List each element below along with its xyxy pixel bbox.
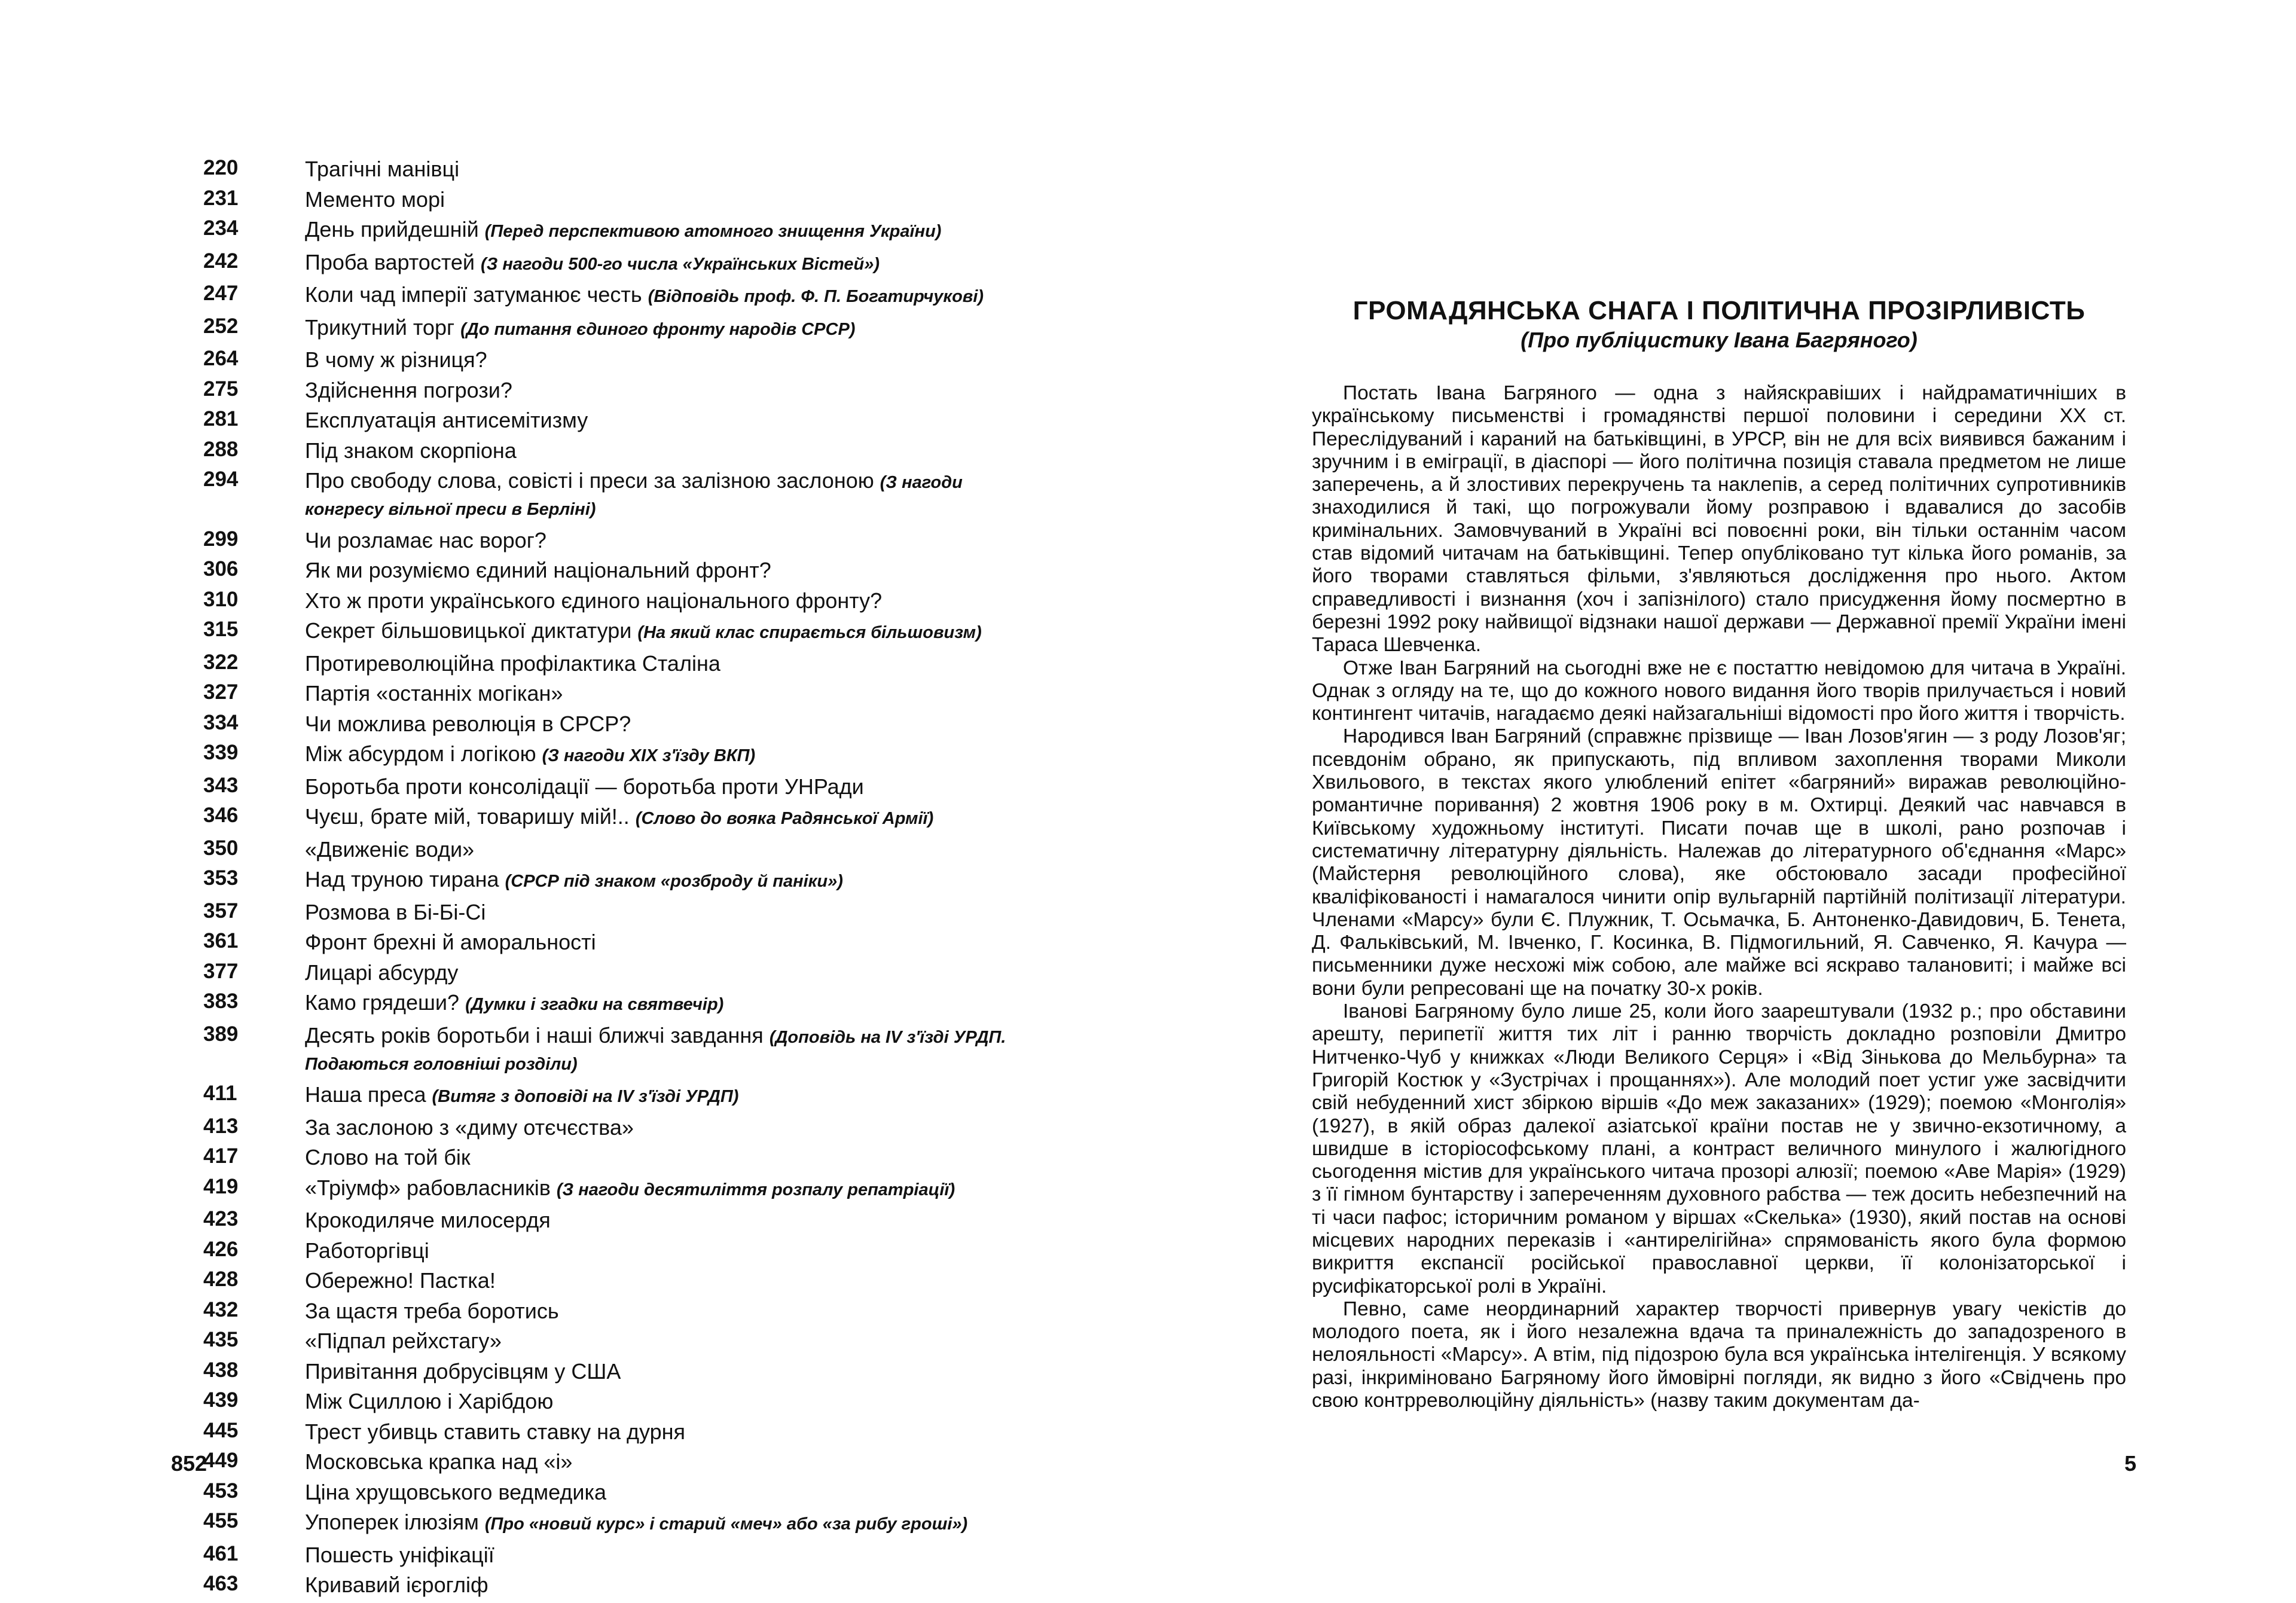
toc-entry: [305, 712, 1022, 736]
toc-entry: [305, 1419, 1022, 1444]
toc-row: [203, 282, 1022, 309]
toc-page-number: 242: [203, 249, 239, 273]
article-paragraph: Народився Іван Багряний (справжнє прізвище — Іван Лозов'ягин — з роду Лозов'яг; псевдонім обрано, як припускають, під впливом захоплення творами Миколи Хвильового, в текстах якого улюблений епітет «багряний» виражав революційно-романтичне поривання) 2 жовтня 1906 року в м. Охтирці. Деякий час навчався в Київському художньому інституті. Писати почав ще в школі, рано розпочав і систематичну літературну діяльність. Належав до літературного об'єднання «Марс» (Майстерня революційного слова), яке обстоювало засади професійної кваліфікованості і намагалося чинити опір вульгарній партійній політизації літератури. Членами «Марсу» були Є. Плужник, Т. Осьмачка, Б. Антоненко-Давидович, Б. Тенета, Д. Фальківський, М. Івченко, Г. Косинка, В. Підмогильний, Я. Савченко, Я. Качура — письменники дуже несхожі між собою, але майже всі яскраво талановиті; і майже всі вони були репресовані ще на початку 30-х років.: [1312, 725, 2126, 1000]
toc-entry-subtitle: (На який клас спирається більшовизм): [637, 623, 982, 642]
toc-entry-title: Слово на той бік: [305, 1145, 471, 1170]
toc-row: [203, 217, 1022, 244]
toc-entry-subtitle: (З нагоди 500-го числа «Українських Вістей»): [481, 254, 880, 274]
toc-entry-title: Експлуатація антисемітизму: [305, 408, 588, 432]
toc-page-number: 413: [203, 1114, 239, 1138]
toc-entry: [305, 1238, 1022, 1263]
toc-entry-title: Привітання добрусівцям у США: [305, 1358, 621, 1384]
toc-row: [203, 315, 1022, 342]
toc-entry: [305, 1389, 1022, 1413]
toc-entry-title: Обережно! Пастка!: [305, 1268, 496, 1293]
toc-entry-subtitle: (Перед перспективою атомного знищення України): [484, 222, 942, 241]
toc-entry: [305, 960, 1022, 985]
toc-entry: [305, 438, 1022, 463]
toc-entry-title: «Підпал рейхстагу»: [305, 1329, 502, 1353]
toc-entry: [305, 681, 1022, 706]
toc-page-number: 453: [203, 1479, 239, 1503]
toc-page-number: 327: [203, 680, 239, 704]
toc-page-number: 281: [203, 407, 239, 430]
toc-entry-title: Під знаком скорпіона: [305, 438, 517, 463]
toc-entry: [305, 347, 1022, 372]
toc-page-number: 417: [203, 1144, 239, 1168]
article-paragraph: Отже Іван Багряний на сьогодні вже не є постаттю невідомою для читача в Україні. Однак з огляду на те, що до кожного нового видання його творів прилучається і новий контингент читачів, нагадаємо деякі найзагальніші відомості про його життя і творчість.: [1312, 657, 2126, 725]
toc-page-number: 423: [203, 1207, 239, 1231]
toc-entry-title: Кривавий ієрогліф: [305, 1573, 488, 1597]
toc-entry-title: Десять років боротьби і наші ближчі завдання: [305, 1022, 764, 1048]
toc-page-number: 463: [203, 1572, 239, 1595]
toc-entry: [305, 1208, 1022, 1232]
article-paragraph: Певно, саме неординарний характер творчості привернув увагу чекістів до молодого поета, як і його незалежна вдача та приналежність до западозреного в нелояльності «Марсу». А втім, під підозрою була вся українська інтелігенція. У всякому разі, інкриміновано Багряному його ймовірні погляди, як видно з його «Свідчень про свою контрреволюційну діяльність» (назву таким документам да-: [1312, 1297, 2126, 1412]
toc-page-number: 339: [203, 741, 239, 764]
toc-entry-subtitle: (Про «новий курс» і старий «меч» або «за рибу гроші»): [484, 1515, 968, 1534]
toc-row: [203, 618, 1022, 645]
right-page: [1160, 0, 2296, 1577]
toc-row: [203, 558, 1022, 582]
toc-row: [203, 837, 1022, 862]
toc-row: [203, 408, 1022, 432]
toc-entry-subtitle: (Доповідь на IV з'їзді УРДП. Подаються головніші розділи): [305, 1027, 1006, 1074]
toc-entry-subtitle: (Відповідь проф. Ф. П. Богатирчукові): [648, 287, 984, 306]
toc-row: [203, 1573, 1022, 1597]
toc-page-number: 411: [203, 1082, 237, 1105]
toc-entry: [305, 1510, 1022, 1537]
toc-page-number: 231: [203, 186, 239, 210]
toc-row: [203, 1082, 1022, 1109]
toc-entry-subtitle: (СРСР під знаком «розброду й паніки»): [505, 872, 843, 891]
toc-entry: [305, 282, 1022, 309]
toc-page-number: 299: [203, 527, 239, 551]
toc-row: [203, 250, 1022, 277]
toc-row: [203, 1389, 1022, 1413]
toc-page-number: 346: [203, 804, 239, 827]
toc-entry-title: Партія «останніх могікан»: [305, 681, 563, 706]
toc-entry-title: Упоперек ілюзіям: [305, 1510, 479, 1534]
toc-entry-title: Трест убивць ставить ставку на дурня: [305, 1419, 686, 1444]
toc-row: [203, 1359, 1022, 1384]
toc-entry: [305, 990, 1022, 1017]
toc-row: [203, 1208, 1022, 1232]
toc-row: [203, 900, 1022, 924]
toc-row: [203, 347, 1022, 372]
toc-row: [203, 774, 1022, 799]
toc-entry-subtitle: (Витяг з доповіді на IV з'їзді УРДП): [432, 1087, 739, 1106]
toc-page-number: 350: [203, 836, 239, 860]
toc-row: [203, 712, 1022, 736]
toc-row: [203, 1543, 1022, 1567]
article-title: ГРОМАДЯНСЬКА СНАГА І ПОЛІТИЧНА ПРОЗІРЛИВІСТЬ: [1352, 296, 2086, 325]
article-subtitle: (Про публіцистику Івана Багряного): [1521, 328, 1918, 352]
toc-entry: [305, 217, 1022, 244]
toc-row: [203, 1023, 1022, 1077]
toc-page-number: 247: [203, 282, 239, 305]
toc-entry: [305, 1115, 1022, 1140]
toc-entry-title: Секрет більшовицької диктатури: [305, 618, 632, 643]
toc-page-number: 377: [203, 959, 239, 983]
toc-entry-title: Фронт брехні й аморальності: [305, 930, 596, 954]
toc-page-number: 428: [203, 1268, 239, 1291]
toc-row: [203, 930, 1022, 954]
toc-page-number: 435: [203, 1328, 239, 1351]
toc-entry-title: День прийдешній: [305, 217, 479, 242]
table-of-contents: [203, 157, 1022, 1603]
toc-entry: [305, 900, 1022, 924]
toc-entry: [305, 774, 1022, 799]
toc-page-number: 445: [203, 1418, 239, 1442]
toc-entry-subtitle: (Думки і згадки на святвечір): [465, 995, 724, 1014]
toc-entry: [305, 867, 1022, 894]
toc-entry-title: Чуєш, брате мій, товаришу мій!..: [305, 804, 630, 829]
toc-entry-title: Работоргівці: [305, 1238, 429, 1263]
toc-entry-title: «Движеніє води»: [305, 836, 475, 862]
toc-page-number: 438: [203, 1358, 239, 1382]
toc-page-number: 315: [203, 618, 239, 641]
toc-entry-title: Між Сциллою і Харібдою: [305, 1389, 554, 1413]
toc-row: [203, 157, 1022, 181]
toc-entry-title: Крокодиляче милосердя: [305, 1208, 551, 1232]
toc-page-number: 264: [203, 347, 239, 370]
toc-entry-title: Між абсурдом і логікою: [305, 741, 536, 766]
toc-row: [203, 1329, 1022, 1353]
toc-row: [203, 1449, 1022, 1474]
toc-entry: [305, 804, 1022, 831]
toc-page-number: 361: [203, 929, 239, 952]
article-paragraph: Іванові Багряному було лише 25, коли його заарештували (1932 р.; про обставини арешту, перипетії життя тих літ і ранню творчість докладно розповіли Дмитро Нитченко-Чуб у книжках «Люди Великого Серця» і «Від Зінькова до Мельбурна» та Григорій Костюк у «Зустрічах і прощаннях»). Але молодий поет устиг уже засвідчити свій небуденний хист збіркою віршів «До меж заказаних» (1929); поемою «Монголія» (1927), в якій образ далекої азіатської країни постав не у звично-екзотичному, а швидше в історіософському плані, а контраст величного минулого і жалюгідного сьогодення містив для українського читача прозорі алюзії; поемою «Аве Марія» (1929) з її гімном бунтарству і запереченням духовного рабства — теж досить небезпечний на ті часи пафос; історичним романом у віршах «Скелька» (1930), який постав на основі місцевих народних переказів і «антирелігійна» спрямованість якого була формою викриття експансії російської православної церкви, її колонізаторської і русифікаторської ролі в Україні.: [1312, 1000, 2126, 1297]
toc-entry-title: Лицарі абсурду: [305, 960, 459, 985]
toc-page-number: 334: [203, 710, 239, 734]
toc-row: [203, 438, 1022, 463]
toc-page-number: 455: [203, 1509, 239, 1532]
toc-row: [203, 1145, 1022, 1170]
toc-page-number: 306: [203, 557, 239, 581]
toc-entry-title: Мементо морі: [305, 187, 445, 212]
toc-entry-title: Проба вартостей: [305, 249, 475, 274]
toc-row: [203, 681, 1022, 706]
toc-page-number: 288: [203, 437, 239, 461]
toc-entry-subtitle: (З нагоди десятиліття розпалу репатріації): [556, 1180, 955, 1199]
toc-entry-title: Ціна хрущовського ведмедика: [305, 1479, 607, 1504]
toc-entry: [305, 1359, 1022, 1384]
toc-page-number: 252: [203, 314, 239, 338]
toc-entry-title: Чи розламає нас ворог?: [305, 527, 546, 552]
toc-entry-title: Про свободу слова, совісті і преси за залізною заслоною: [305, 468, 874, 493]
article-paragraph: Постать Івана Багряного — одна з найяскравіших і найдраматичніших в українському письменстві і громадянстві першої половини і середини XX ст. Переслідуваний і караний на батьківщині, в УРСР, він не для всіх виявився бажаним і зручним і в еміграції, в діаспорі — його політична позиція ставала предметом не лише заперечень, а й злостивих перекручень та наклепів, а серед політичних супротивників знаходилися й такі, що погрожували йому розправою і вдавалися до засобів кримінальних. Замовчуваний в Україні всі повоєнні роки, він тільки останнім часом став відомий читачам на батьківщині. Тепер опубліковано тут кілька його романів, за його творами ставляться фільми, з'являються дослідження про нього. Актом справедливості і визнання (хоч і запізнілого) стало присудження йому посмертно в березні 1992 року найвищої відзнаки нашої держави — Державної премії України імені Тараса Шевченка.: [1312, 382, 2126, 657]
toc-entry-title: Протиреволюційна профілактика Сталіна: [305, 651, 720, 676]
toc-row: [203, 187, 1022, 212]
toc-row: [203, 651, 1022, 676]
toc-entry: [305, 187, 1022, 212]
toc-entry: [305, 588, 1022, 613]
toc-entry: [305, 1299, 1022, 1323]
left-page-number: 852: [171, 1451, 207, 1476]
toc-row: [203, 1238, 1022, 1263]
toc-row: [203, 1175, 1022, 1202]
article-body: [1312, 382, 2126, 1412]
toc-entry-title: Трикутний торг: [305, 315, 455, 340]
toc-entry-subtitle: (З нагоди конгресу вільної преси в Берліні): [305, 473, 963, 519]
toc-entry: [305, 1449, 1022, 1474]
toc-row: [203, 804, 1022, 831]
toc-entry-title: За щастя треба боротись: [305, 1298, 559, 1323]
toc-entry: [305, 651, 1022, 676]
toc-entry-title: «Тріумф» рабовласників: [305, 1175, 551, 1200]
toc-entry-title: За заслоною з «диму отєчєства»: [305, 1115, 634, 1140]
article: [1312, 295, 2126, 1412]
toc-page-number: 449: [203, 1449, 239, 1472]
toc-page-number: 220: [203, 156, 239, 179]
toc-row: [203, 741, 1022, 768]
toc-entry: [305, 558, 1022, 582]
toc-entry: [305, 930, 1022, 954]
toc-entry-title: Наша преса: [305, 1082, 426, 1107]
toc-row: [203, 468, 1022, 522]
toc-entry: [305, 837, 1022, 862]
toc-entry-title: Камо грядеши?: [305, 990, 460, 1015]
toc-row: [203, 1510, 1022, 1537]
toc-page-number: 310: [203, 587, 239, 611]
toc-entry: [305, 1480, 1022, 1504]
toc-entry-title: Здійснення погрози?: [305, 377, 512, 402]
toc-entry: [305, 1175, 1022, 1202]
toc-entry-title: Чи можлива революція в СРСР?: [305, 711, 631, 736]
toc-entry: [305, 408, 1022, 432]
toc-page-number: 426: [203, 1237, 239, 1261]
toc-page-number: 419: [203, 1174, 239, 1198]
left-page: [0, 0, 1136, 1597]
toc-row: [203, 990, 1022, 1017]
toc-entry: [305, 1023, 1022, 1077]
toc-page-number: 432: [203, 1297, 239, 1321]
toc-entry: [305, 378, 1022, 402]
toc-entry: [305, 1573, 1022, 1597]
toc-entry-title: В чому ж різниця?: [305, 347, 487, 372]
toc-entry-title: Трагічні манівці: [305, 157, 460, 181]
toc-row: [203, 867, 1022, 894]
toc-row: [203, 1419, 1022, 1444]
toc-entry-title: Над труною тирана: [305, 867, 499, 891]
toc-entry: [305, 618, 1022, 645]
toc-page-number: 234: [203, 216, 239, 240]
toc-page-number: 343: [203, 773, 239, 797]
toc-entry-title: Пошесть уніфікації: [305, 1542, 494, 1567]
toc-entry: [305, 315, 1022, 342]
toc-entry-title: Московська крапка над «і»: [305, 1449, 573, 1474]
toc-entry: [305, 250, 1022, 277]
toc-entry: [305, 1329, 1022, 1353]
toc-entry: [305, 1082, 1022, 1109]
toc-entry-title: Хто ж проти українського єдиного національного фронту?: [305, 588, 883, 613]
toc-row: [203, 528, 1022, 552]
toc-entry-subtitle: (Слово до вояка Радянської Армії): [635, 809, 934, 828]
toc-page-number: 383: [203, 990, 239, 1013]
toc-entry: [305, 528, 1022, 552]
toc-page-number: 461: [203, 1541, 239, 1565]
toc-entry: [305, 157, 1022, 181]
toc-entry: [305, 1268, 1022, 1293]
toc-entry-title: Розмова в Бі-Бі-Сі: [305, 899, 486, 924]
toc-page-number: 353: [203, 866, 239, 890]
toc-row: [203, 960, 1022, 985]
toc-page-number: 439: [203, 1388, 239, 1412]
toc-row: [203, 588, 1022, 613]
toc-row: [203, 1299, 1022, 1323]
toc-entry: [305, 468, 1022, 522]
toc-entry-title: Боротьба проти консолідації — боротьба проти УНРади: [305, 774, 864, 799]
toc-entry-title: Коли чад імперії затуманює честь: [305, 282, 642, 307]
toc-page-number: 389: [203, 1022, 239, 1046]
toc-entry-subtitle: (До питання єдиного фронту народів СРСР): [460, 319, 856, 339]
toc-entry-title: Як ми розуміємо єдиний національний фронт?: [305, 558, 771, 582]
toc-row: [203, 1268, 1022, 1293]
toc-row: [203, 1115, 1022, 1140]
toc-entry: [305, 1543, 1022, 1567]
right-page-number: 5: [2124, 1451, 2137, 1476]
toc-row: [203, 1480, 1022, 1504]
toc-entry: [305, 1145, 1022, 1170]
toc-page-number: 357: [203, 899, 239, 923]
toc-page-number: 294: [203, 468, 239, 491]
toc-entry-subtitle: (З нагоди XIX з'їзду ВКП): [542, 746, 756, 765]
toc-page-number: 322: [203, 650, 239, 674]
toc-entry: [305, 741, 1022, 768]
toc-row: [203, 378, 1022, 402]
toc-page-number: 275: [203, 377, 239, 401]
